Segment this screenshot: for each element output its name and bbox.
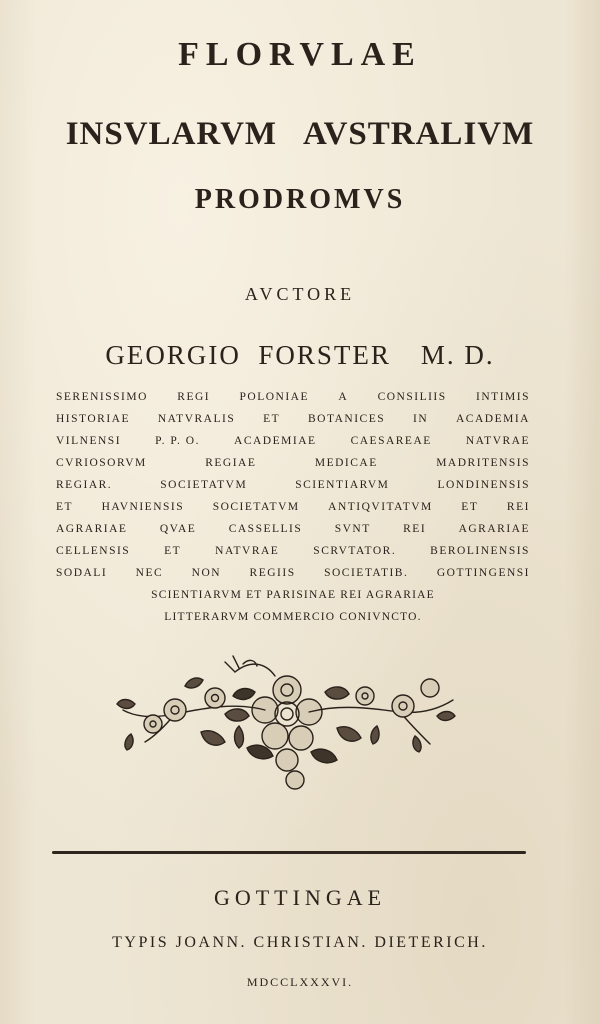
titles-center-row: LITTERARVM COMMERCIO CONIVNCTO. [164, 611, 422, 623]
titles-row [56, 386, 530, 408]
titles-word: POLONIAE [239, 391, 309, 403]
titles-word: CONSILIIS [377, 391, 447, 403]
titles-word: ACADEMIA [455, 413, 530, 425]
titles-row [56, 430, 530, 452]
titles-word: SOCIETATVM [160, 479, 248, 491]
titles-word: MADRITENSIS [436, 457, 530, 469]
imprint-city: GOTTINGAE [213, 885, 387, 910]
title-line-2: INSVLARVM AVSTRALIVM [65, 116, 535, 152]
titles-row [56, 474, 530, 496]
title-line-3: PRODROMVS [194, 184, 406, 215]
titles-word: NEC [135, 567, 164, 579]
titles-word: SVNT [334, 523, 371, 535]
author-titles-block [56, 386, 530, 628]
titles-word: NATVRALIS [157, 413, 236, 425]
imprint-year: MDCCLXXXVI. [246, 975, 354, 989]
titles-word: LONDINENSIS [437, 479, 530, 491]
titles-word: ET [263, 413, 281, 425]
titles-word: AGRARIAE [458, 523, 530, 535]
titles-row [56, 452, 530, 474]
titles-word: IN [412, 413, 429, 425]
titles-row [56, 540, 530, 562]
titles-word: REI [403, 523, 427, 535]
title-line-1: FLORVLAE [178, 36, 422, 73]
titles-word: NATVRAE [465, 435, 530, 447]
titles-word: P. P. O. [155, 435, 200, 447]
titles-word: QVAE [159, 523, 197, 535]
titles-word: MEDICAE [314, 457, 378, 469]
titles-word: A [338, 391, 349, 403]
horizontal-rule [52, 851, 526, 854]
titles-row [56, 562, 530, 584]
titles-word: NON [191, 567, 222, 579]
titles-word: GOTTINGENSI [436, 567, 530, 579]
titles-row [56, 496, 530, 518]
titles-word: SODALI [56, 567, 108, 579]
titles-word: ACADEMIAE [234, 435, 317, 447]
titles-word: NATVRAE [215, 545, 280, 557]
titles-word: INTIMIS [476, 391, 530, 403]
titles-word: ET [56, 501, 74, 513]
auctore-label: AVCTORE [244, 284, 356, 304]
titles-word: REGIIS [249, 567, 296, 579]
titles-word: SERENISSIMO [56, 391, 148, 403]
titles-word: CELLENSIS [56, 545, 131, 557]
titles-word: ET [164, 545, 182, 557]
titles-word: SOCIETATVM [212, 501, 300, 513]
titles-row [56, 518, 530, 540]
titles-word: CVRIOSORVM [56, 457, 147, 469]
author-degree: M. D. [420, 340, 495, 370]
titles-word: CAESAREAE [350, 435, 432, 447]
author-line [0, 340, 600, 371]
titles-word: REGI [177, 391, 211, 403]
titles-word: SCRVTATOR. [313, 545, 397, 557]
titles-word: ET [461, 501, 479, 513]
titles-word: SOCIETATIB. [324, 567, 409, 579]
titles-word: VILNENSI [56, 435, 122, 447]
titles-word: BEROLINENSIS [430, 545, 530, 557]
titles-word: REI [506, 501, 530, 513]
titles-word: AGRARIAE [56, 523, 128, 535]
titles-word: ANTIQVITATVM [328, 501, 433, 513]
titles-word: HAVNIENSIS [101, 501, 185, 513]
titles-word: BOTANICES [308, 413, 386, 425]
titles-row [56, 408, 530, 430]
imprint-printer: TYPIS JOANN. CHRISTIAN. DIETERICH. [112, 934, 488, 951]
titles-word: HISTORIAE [56, 413, 130, 425]
floral-garland-icon [115, 652, 460, 802]
author-name: GEORGIO FORSTER [105, 340, 391, 370]
titles-word: CASSELLIS [228, 523, 303, 535]
titles-word: SCIENTIARVM [295, 479, 390, 491]
titles-word: REGIAE [205, 457, 257, 469]
titles-center-row: SCIENTIARVM ET PARISINAE REI AGRARIAE [151, 589, 435, 601]
titles-word: REGIAR. [56, 479, 113, 491]
